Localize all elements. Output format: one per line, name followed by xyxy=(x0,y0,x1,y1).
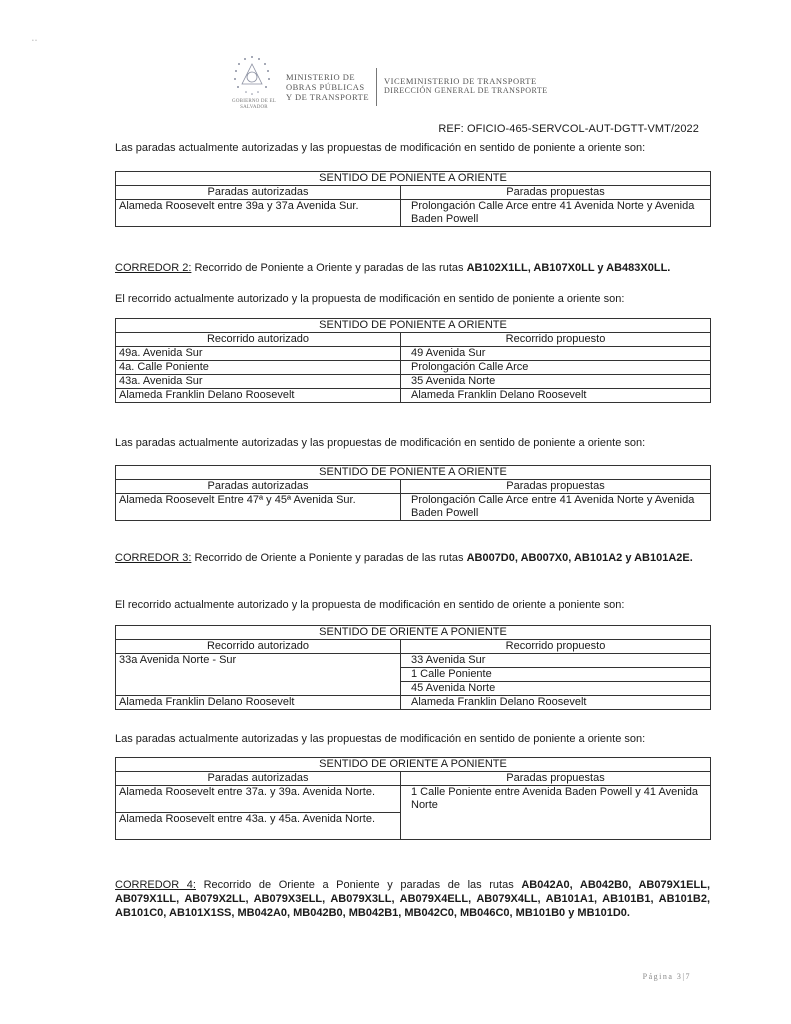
reference-number: REF: OFICIO-465-SERVCOL-AUT-DGTT-VMT/2022 xyxy=(438,123,699,135)
corridor-4-heading: CORREDOR 4: Recorrido de Oriente a Poniente y paradas de las rutas AB042A0, AB042B0, AB079X1ELL, AB079X1LL, AB079X2LL, AB079X3ELL, AB079X3LL, AB079X4ELL, AB079X4LL, AB101A1, AB101B1, AB101B2, AB101C0, AB101X1SS, MB042A0, MB042B0, MB042B1, MB042C0, MB046C0, MB101B0 y MB101D0. xyxy=(115,879,710,919)
table-stops-c3 xyxy=(115,757,711,840)
table-cell: 33a Avenida Norte - Sur xyxy=(116,654,401,696)
table-title: SENTIDO DE PONIENTE A ORIENTE xyxy=(116,172,711,186)
table-cell: Prolongación Calle Arce xyxy=(401,361,711,375)
corridor-label: CORREDOR 4: xyxy=(115,879,196,891)
table-cell: Alameda Franklin Delano Roosevelt xyxy=(116,389,401,403)
table-cell: 49a. Avenida Sur xyxy=(116,347,401,361)
table-stops-c1 xyxy=(115,171,711,227)
corridor-label: CORREDOR 3: xyxy=(115,552,192,564)
header-divider xyxy=(376,68,377,106)
coat-of-arms-icon xyxy=(228,54,276,102)
route-codes: AB102X1LL, AB107X0LL y AB483X0LL. xyxy=(466,262,671,274)
scan-artifact: • • xyxy=(32,38,37,44)
table-cell: Prolongación Calle Arce entre 41 Avenida Norte y Avenida Baden Powell xyxy=(401,200,711,227)
table-cell: 43a. Avenida Sur xyxy=(116,375,401,389)
table-title: SENTIDO DE PONIENTE A ORIENTE xyxy=(116,466,711,480)
table-cell: Alameda Roosevelt Entre 47ª y 45ª Avenida Sur. xyxy=(116,494,401,521)
table-title: SENTIDO DE ORIENTE A PONIENTE xyxy=(116,626,711,640)
table-row xyxy=(116,200,711,227)
table-row xyxy=(116,696,711,710)
table-title: SENTIDO DE PONIENTE A ORIENTE xyxy=(116,319,711,333)
paragraph-intro-2: El recorrido actualmente autorizado y la propuesta de modificación en sentido de poniente a oriente son: xyxy=(115,293,625,305)
table-row xyxy=(116,786,711,813)
table-row xyxy=(116,389,711,403)
table-cell: Alameda Roosevelt entre 37a. y 39a. Avenida Norte. xyxy=(116,786,401,813)
route-codes: AB007D0, AB007X0, AB101A2 y AB101A2E. xyxy=(466,552,693,564)
table-row xyxy=(116,361,711,375)
table-title: SENTIDO DE ORIENTE A PONIENTE xyxy=(116,758,711,772)
column-header: Paradas propuestas xyxy=(401,480,711,494)
corridor-2-heading: CORREDOR 2: Recorrido de Poniente a Oriente y paradas de las rutas AB102X1LL, AB107X0LL y AB483X0LL. xyxy=(115,262,671,274)
table-cell: Prolongación Calle Arce entre 41 Avenida Norte y Avenida Baden Powell xyxy=(401,494,711,521)
column-header: Paradas autorizadas xyxy=(116,186,401,200)
page-number: Página 3|7 xyxy=(642,972,691,981)
vice-ministry-name: VICEMINISTERIO DE TRANSPORTE DIRECCIÓN GENERAL DE TRANSPORTE xyxy=(384,76,548,95)
table-cell: 1 Calle Poniente entre Avenida Baden Powell y 41 Avenida Norte xyxy=(401,786,711,840)
paragraph-intro-1: Las paradas actualmente autorizadas y las propuestas de modificación en sentido de poniente a oriente son: xyxy=(115,142,646,154)
table-route-c3 xyxy=(115,625,711,710)
paragraph-intro-3: Las paradas actualmente autorizadas y las propuestas de modificación en sentido de poniente a oriente son: xyxy=(115,437,646,449)
paragraph-intro-5: Las paradas actualmente autorizadas y las propuestas de modificación en sentido de poniente a oriente son: xyxy=(115,733,646,745)
table-row xyxy=(116,654,711,668)
table-row xyxy=(116,494,711,521)
table-cell: Alameda Roosevelt entre 43a. y 45a. Avenida Norte. xyxy=(116,813,401,840)
table-cell: 35 Avenida Norte xyxy=(401,375,711,389)
column-header: Recorrido autorizado xyxy=(116,333,401,347)
table-cell: 4a. Calle Poniente xyxy=(116,361,401,375)
table-cell: 49 Avenida Sur xyxy=(401,347,711,361)
table-stops-c2 xyxy=(115,465,711,521)
paragraph-intro-4: El recorrido actualmente autorizado y la propuesta de modificación en sentido de oriente a poniente son: xyxy=(115,599,625,611)
column-header: Paradas autorizadas xyxy=(116,480,401,494)
table-cell: Alameda Roosevelt entre 39a y 37a Avenida Sur. xyxy=(116,200,401,227)
column-header: Recorrido propuesto xyxy=(401,640,711,654)
column-header: Paradas propuestas xyxy=(401,772,711,786)
corridor-3-heading: CORREDOR 3: Recorrido de Oriente a Poniente y paradas de las rutas AB007D0, AB007X0, AB101A2 y AB101A2E. xyxy=(115,552,693,564)
table-cell: Alameda Franklin Delano Roosevelt xyxy=(401,389,711,403)
table-cell: Alameda Franklin Delano Roosevelt xyxy=(401,696,711,710)
corridor-label: CORREDOR 2: xyxy=(115,262,192,274)
table-cell: 45 Avenida Norte xyxy=(401,682,711,696)
seal-caption: GOBIERNO DE EL SALVADOR xyxy=(232,99,276,110)
table-route-c2 xyxy=(115,318,711,403)
table-cell: 1 Calle Poniente xyxy=(401,668,711,682)
table-row xyxy=(116,375,711,389)
column-header: Recorrido autorizado xyxy=(116,640,401,654)
route-codes: AB042A0, AB042B0, AB079X1ELL, AB079X1LL, AB079X2LL, AB079X3ELL, AB079X3LL, AB079X4ELL, AB079X4LL, AB101A1, AB101B1, AB101B2, AB101C0, AB101X1SS, MB042A0, MB042B0, MB042B1, MB042C0, MB046C0, MB101B0 y MB101D0. xyxy=(115,879,710,919)
column-header: Recorrido propuesto xyxy=(401,333,711,347)
column-header: Paradas autorizadas xyxy=(116,772,401,786)
column-header: Paradas propuestas xyxy=(401,186,711,200)
table-cell: 33 Avenida Sur xyxy=(401,654,711,668)
table-cell: Alameda Franklin Delano Roosevelt xyxy=(116,696,401,710)
ministry-name: MINISTERIO DE OBRAS PÚBLICAS Y DE TRANSPORTE xyxy=(286,72,370,102)
table-row xyxy=(116,347,711,361)
